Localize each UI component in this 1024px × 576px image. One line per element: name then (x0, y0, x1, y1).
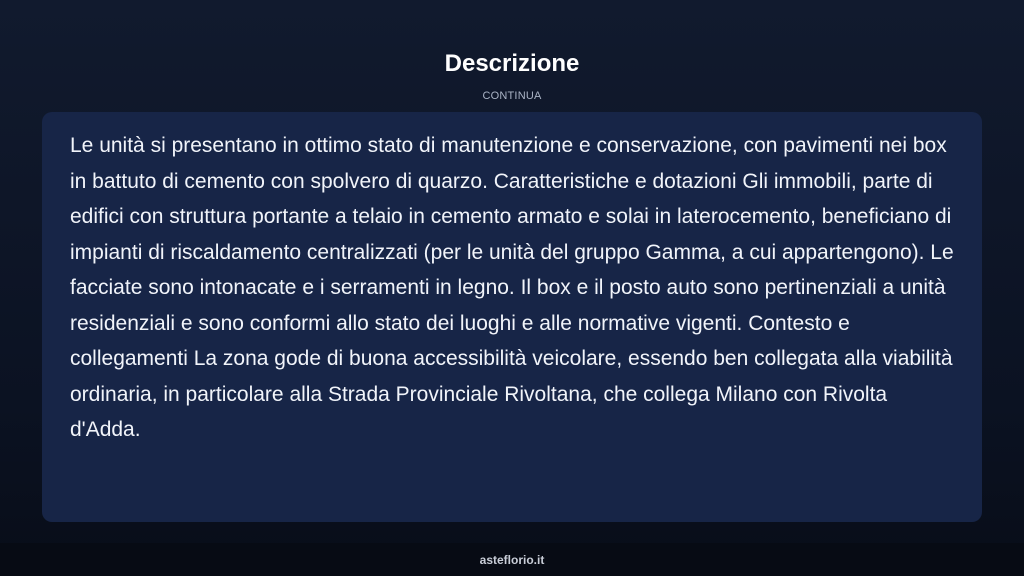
footer-bar (0, 543, 1024, 576)
footer-site-label: asteflorio.it (479, 553, 545, 567)
page-subtitle: CONTINUA (482, 90, 542, 102)
description-text: Le unità si presentano in ottimo stato di manutenzione e conservazione, con pavimenti nei box in battuto di cemento con spolvero di quarzo. Caratteristiche e dotazioni Gli immobili, parte di edifici con struttura portante a telaio in cemento armato e solai in laterocemento, beneficiano di impianti di riscaldamento centralizzati (per le unità del gruppo Gamma, a cui appartengono). Le facciate sono intonacate e i serramenti in legno. Il box e il posto auto sono pertinenziali a unità residenziali e sono conformi allo stato dei luoghi e alle normative vigenti. Contesto e collegamenti La zona gode di buona accessibilità veicolare, essendo ben collegata alla viabilità ordinaria, in particolare alla Strada Provinciale Rivoltana, che collega Milano con Rivolta d'Adda. (70, 134, 954, 441)
page-title: Descrizione (444, 50, 580, 77)
description-card (42, 112, 982, 522)
